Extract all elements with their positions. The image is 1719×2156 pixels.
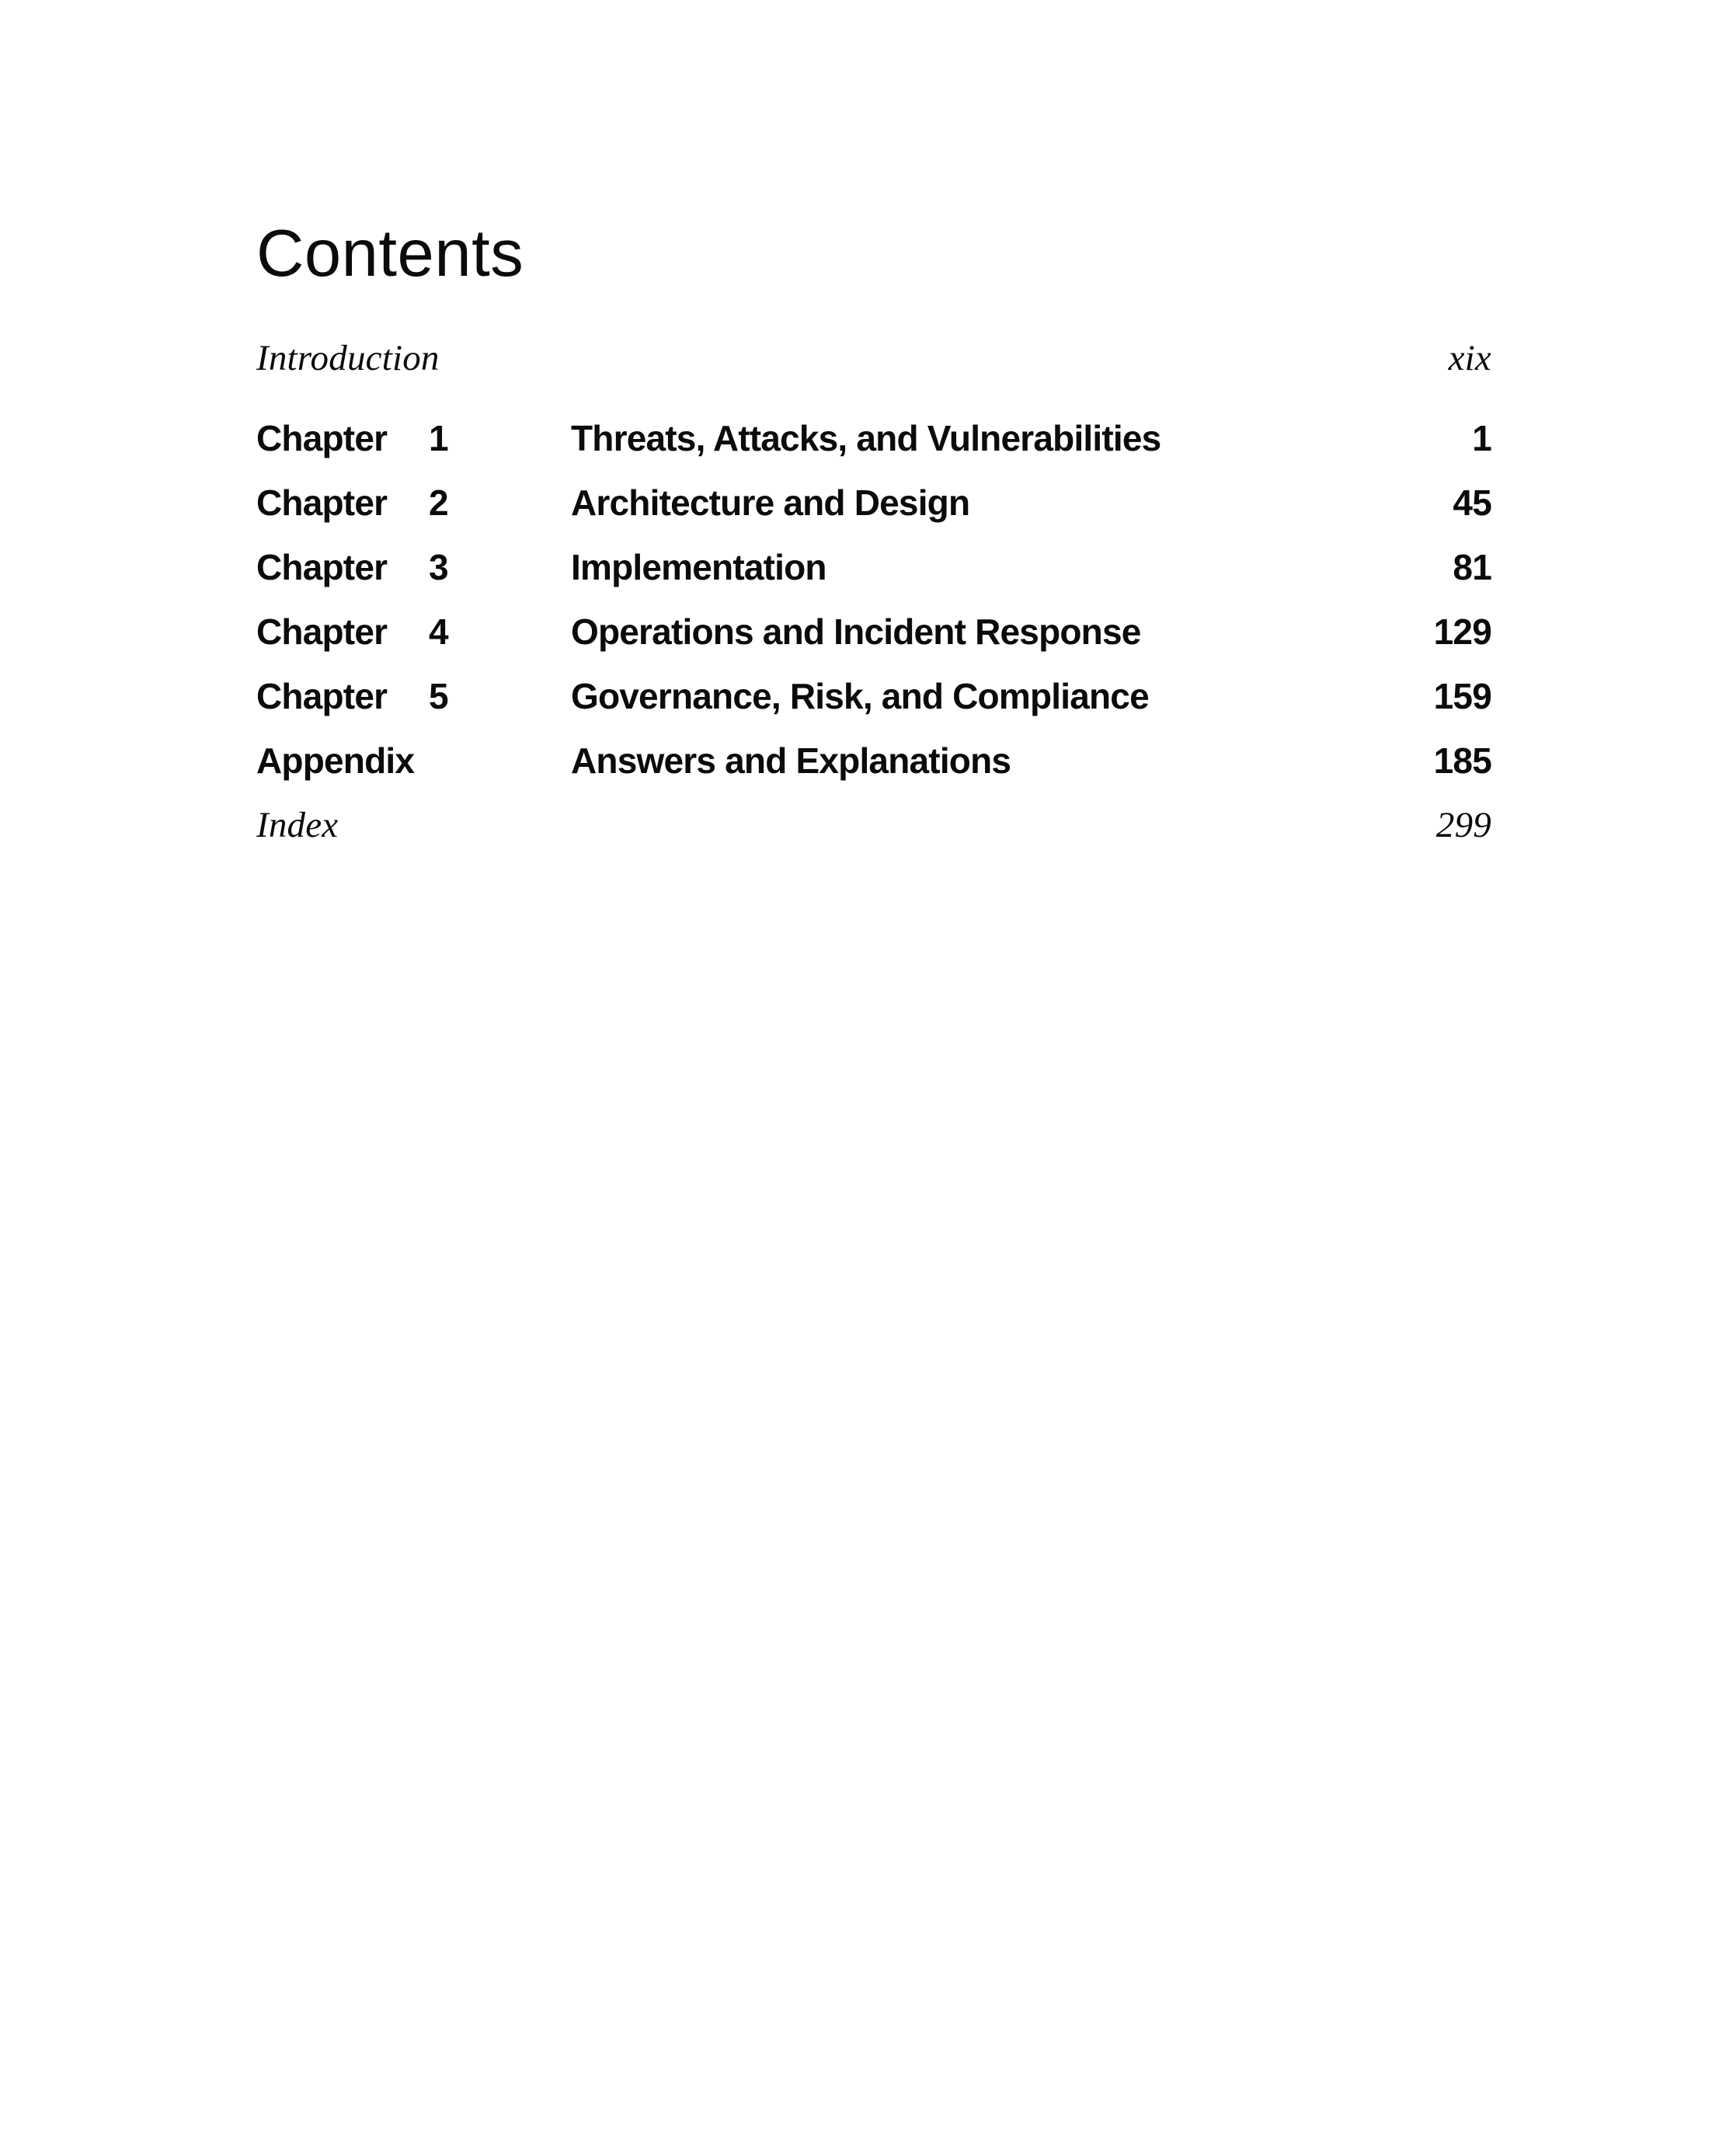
toc-row-title: Implementation: [571, 546, 826, 587]
toc-row-title: Architecture and Design: [571, 482, 970, 523]
toc-row-title: Answers and Explanations: [571, 740, 1011, 781]
toc-row-label: Appendix: [256, 740, 415, 781]
toc-row-page: 159: [1433, 675, 1491, 716]
toc-row-number: 3: [429, 546, 448, 587]
toc-row: [256, 406, 1491, 470]
toc-row-title: Threats, Attacks, and Vulnerabilities: [571, 417, 1161, 458]
toc-row: [256, 535, 1491, 599]
page-title: Contents: [256, 217, 524, 291]
toc-row-page: 45: [1453, 482, 1491, 523]
toc-row-page: 1: [1472, 417, 1491, 458]
toc-row-title: Governance, Risk, and Compliance: [571, 675, 1149, 716]
toc-row-label: Chapter: [256, 417, 388, 458]
toc-row: [256, 664, 1491, 728]
toc-list: [256, 326, 1491, 857]
toc-row-page: 299: [1435, 804, 1491, 845]
toc-row: [256, 728, 1491, 792]
toc-row-number: 2: [429, 482, 448, 523]
toc-row: [256, 470, 1491, 535]
toc-row-label: Chapter: [256, 546, 388, 587]
toc-row: [256, 792, 1491, 857]
toc-row-page: 129: [1433, 611, 1491, 652]
toc-row-label: Introduction: [256, 337, 440, 378]
toc-row-label: Index: [256, 804, 339, 845]
toc-row-label: Chapter: [256, 675, 388, 716]
toc-row-page: xix: [1448, 337, 1491, 378]
toc-row-number: 1: [429, 417, 448, 458]
toc-row: [256, 599, 1491, 664]
toc-row-page: 185: [1433, 740, 1491, 781]
toc-row-label: Chapter: [256, 611, 388, 652]
toc-row-number: 5: [429, 675, 448, 716]
toc-row-page: 81: [1453, 546, 1491, 587]
toc-row-label: Chapter: [256, 482, 388, 523]
toc-row-title: Operations and Incident Response: [571, 611, 1141, 652]
toc-row-number: 4: [429, 611, 448, 652]
toc-row: [256, 326, 1491, 390]
